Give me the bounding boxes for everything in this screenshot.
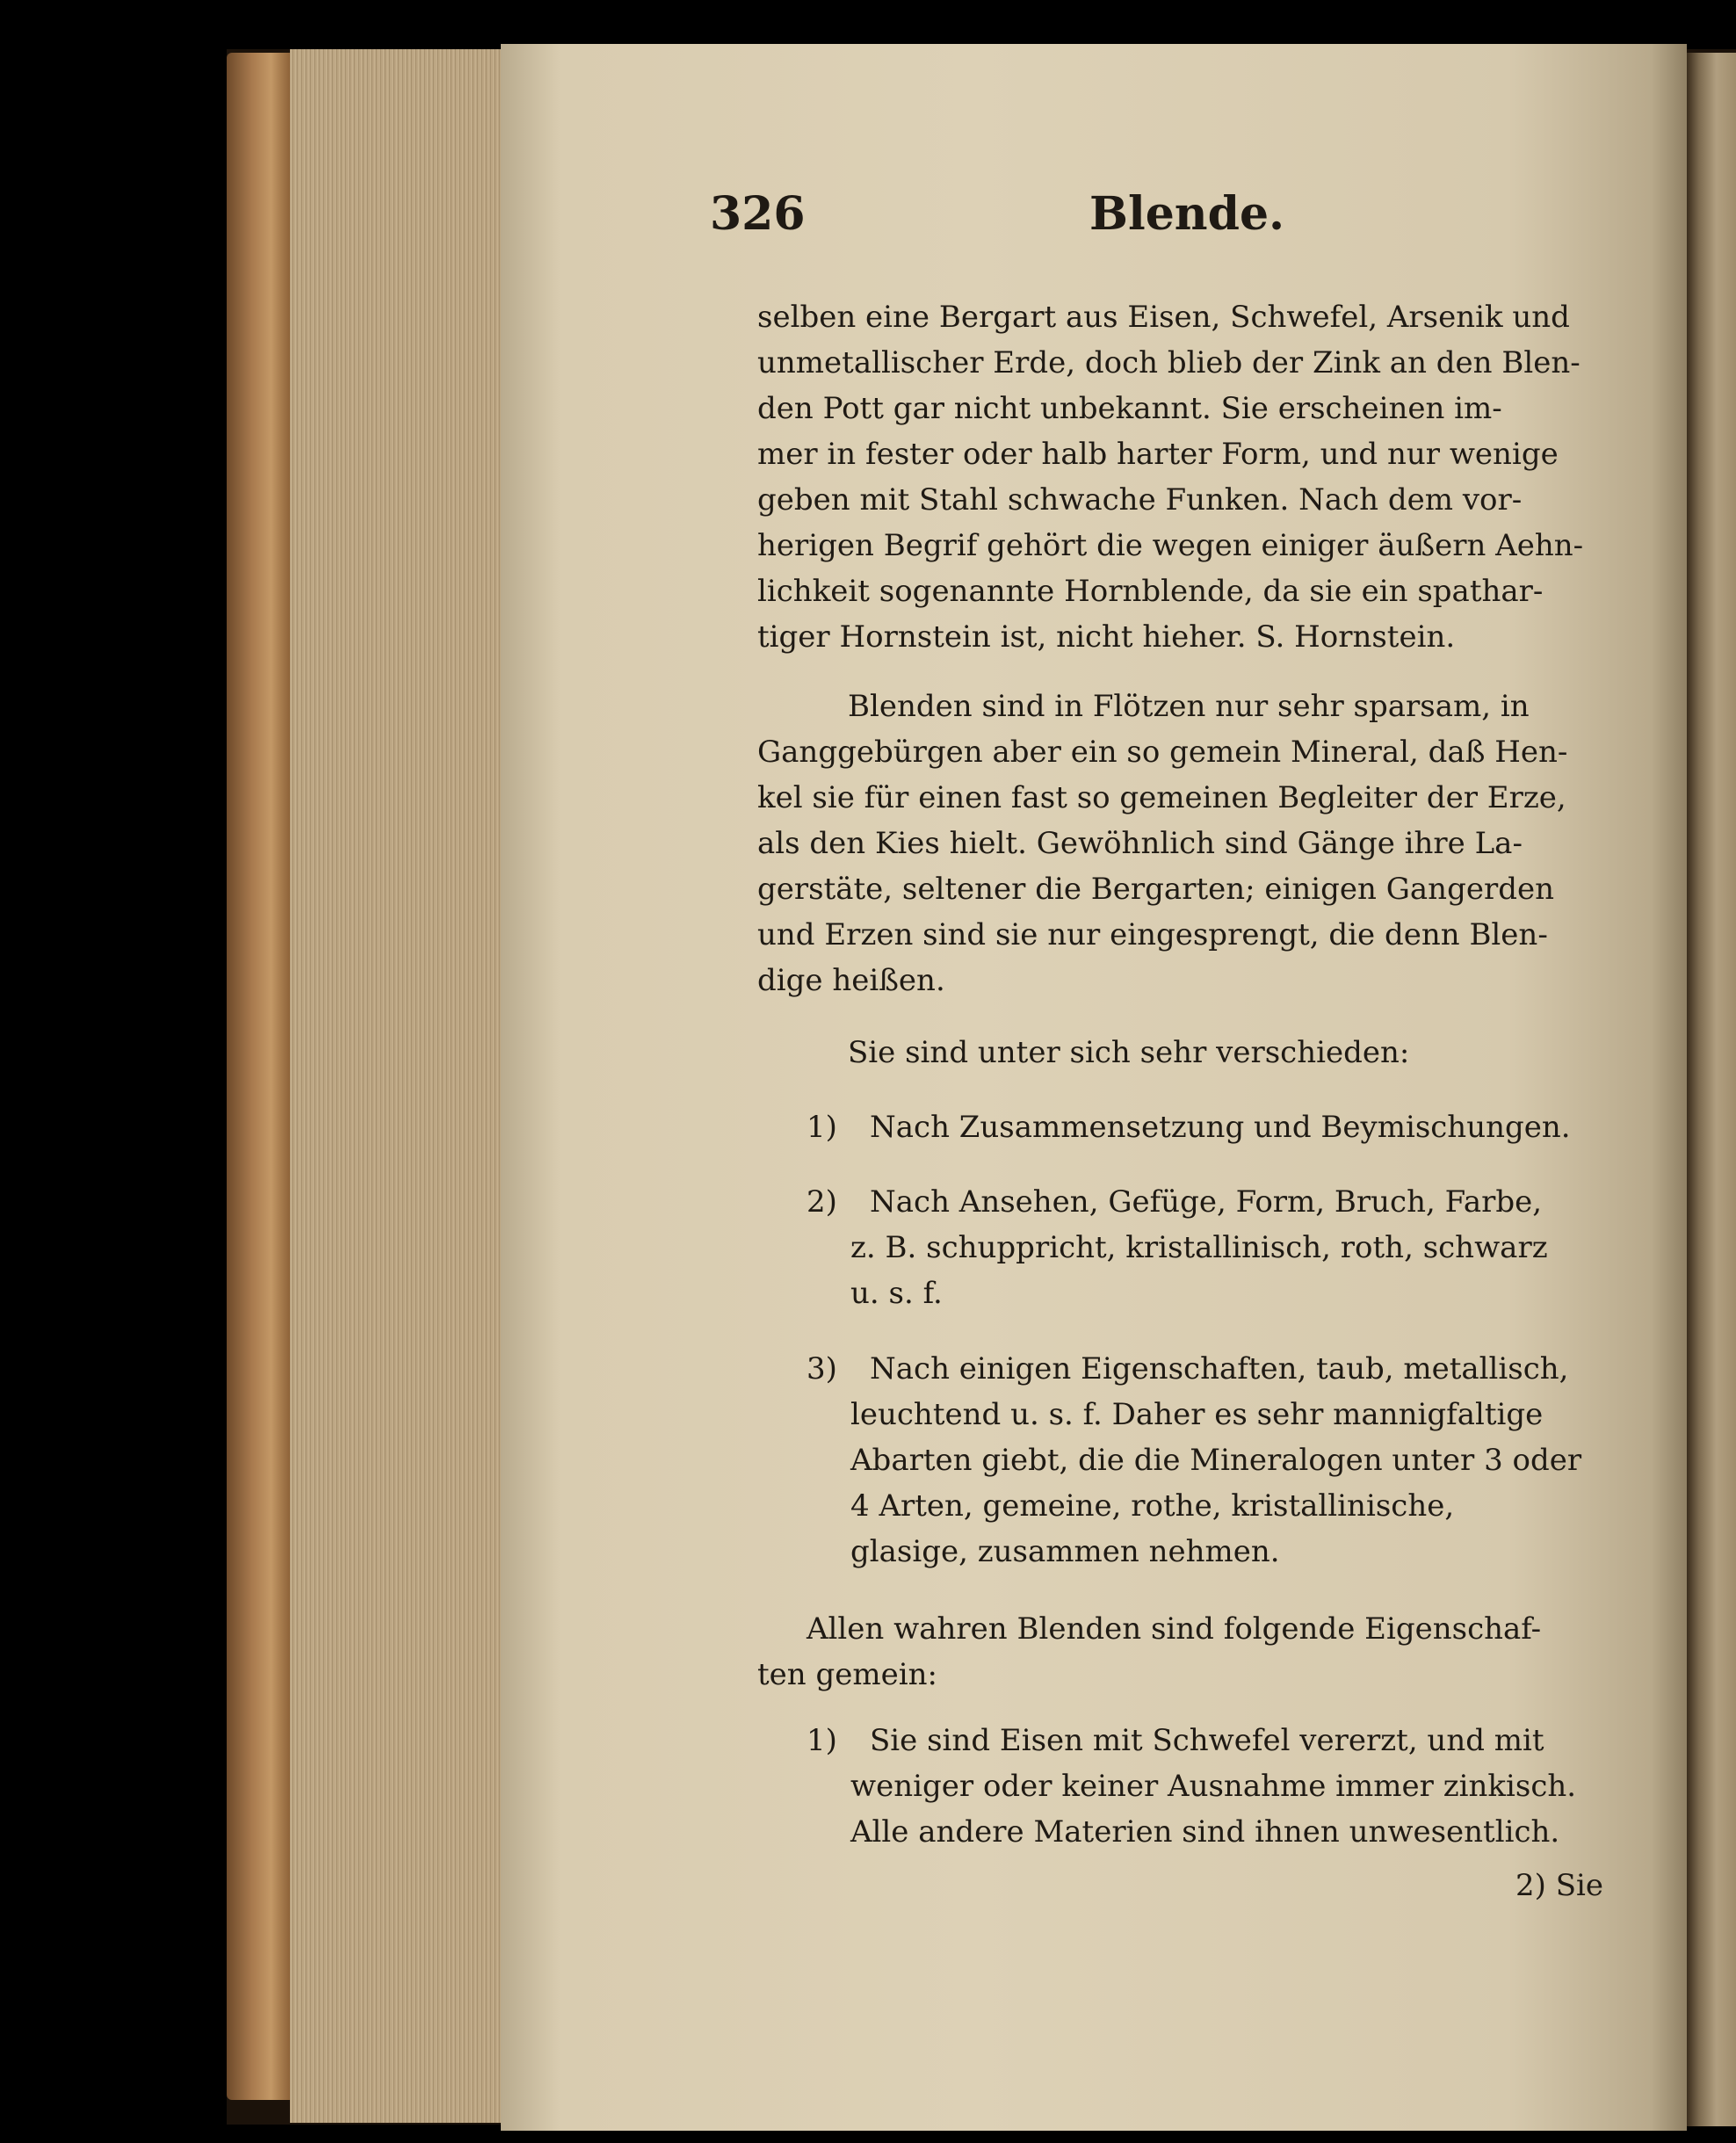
list-item-text: Sie sind Eisen mit Schwefel vererzt, und mit <box>870 1723 1544 1758</box>
text-line: gerstäte, seltener die Bergarten; einigen Gangerden <box>757 872 1554 907</box>
text-line: unmetallischer Erde, doch blieb der Zink an den Blen- <box>757 345 1580 380</box>
book-cover-edge <box>227 53 290 2100</box>
text-line: lichkeit sogenannte Hornblende, da sie ein spathar- <box>757 574 1544 609</box>
text-line: dige heißen. <box>757 963 945 998</box>
text-line: den Pott gar nicht unbekannt. Sie erscheinen im- <box>757 391 1502 426</box>
list-item-text: Nach einigen Eigenschaften, taub, metallisch, <box>870 1351 1569 1386</box>
text-line: tiger Hornstein ist, nicht hieher. S. Hornstein. <box>757 619 1456 655</box>
list-item-text: Nach Zusammensetzung und Beymischungen. <box>870 1110 1571 1145</box>
text-line: Sie sind unter sich sehr verschieden: <box>848 1035 1410 1070</box>
list-item-text: leuchtend u. s. f. Daher es sehr mannigfaltige <box>850 1397 1544 1432</box>
text-line: ten gemein: <box>757 1657 937 1692</box>
running-title: Blende. <box>1089 187 1285 241</box>
list-item-text: Abarten giebt, die die Mineralogen unter 3 oder <box>850 1443 1582 1478</box>
list-item-text: Nach Ansehen, Gefüge, Form, Bruch, Farbe, <box>870 1184 1543 1220</box>
list-number: 2) <box>807 1184 837 1220</box>
list-item-text: glasige, zusammen nehmen. <box>850 1534 1280 1569</box>
text-line: herigen Begrif gehört die wegen einiger äußern Aehn- <box>757 528 1584 563</box>
list-item-text: u. s. f. <box>850 1276 943 1311</box>
list-item-text: z. B. schuppricht, kristallinisch, roth, schwarz <box>850 1230 1548 1265</box>
text-line: selben eine Bergart aus Eisen, Schwefel, Arsenik und <box>757 300 1570 335</box>
list-item-text: weniger oder keiner Ausnahme immer zinkisch. <box>850 1769 1577 1804</box>
text-line: Allen wahren Blenden sind folgende Eigenschaf- <box>807 1611 1542 1647</box>
text-line: und Erzen sind sie nur eingesprengt, die denn Blen- <box>757 917 1548 952</box>
page-number: 326 <box>710 187 806 241</box>
text-line: kel sie für einen fast so gemeinen Begleiter der Erze, <box>757 780 1566 815</box>
text-line: als den Kies hielt. Gewöhnlich sind Gänge ihre La- <box>757 826 1523 861</box>
list-number: 1) <box>807 1110 837 1145</box>
list-number: 3) <box>807 1351 837 1386</box>
list-item-text: 4 Arten, gemeine, rothe, kristallinische, <box>850 1488 1455 1524</box>
facing-page-edge <box>1687 53 1736 2126</box>
page-block-edges <box>290 49 501 2123</box>
text-line: Blenden sind in Flötzen nur sehr sparsam, in <box>848 689 1530 724</box>
catchword: 2) Sie <box>1515 1868 1603 1903</box>
list-number: 1) <box>807 1723 837 1758</box>
text-line: geben mit Stahl schwache Funken. Nach dem vor- <box>757 482 1523 518</box>
text-line: mer in fester oder halb harter Form, und nur wenige <box>757 437 1559 472</box>
text-line: Ganggebürgen aber ein so gemein Mineral, daß Hen- <box>757 735 1568 770</box>
list-item-text: Alle andere Materien sind ihnen unwesentlich. <box>850 1814 1560 1850</box>
